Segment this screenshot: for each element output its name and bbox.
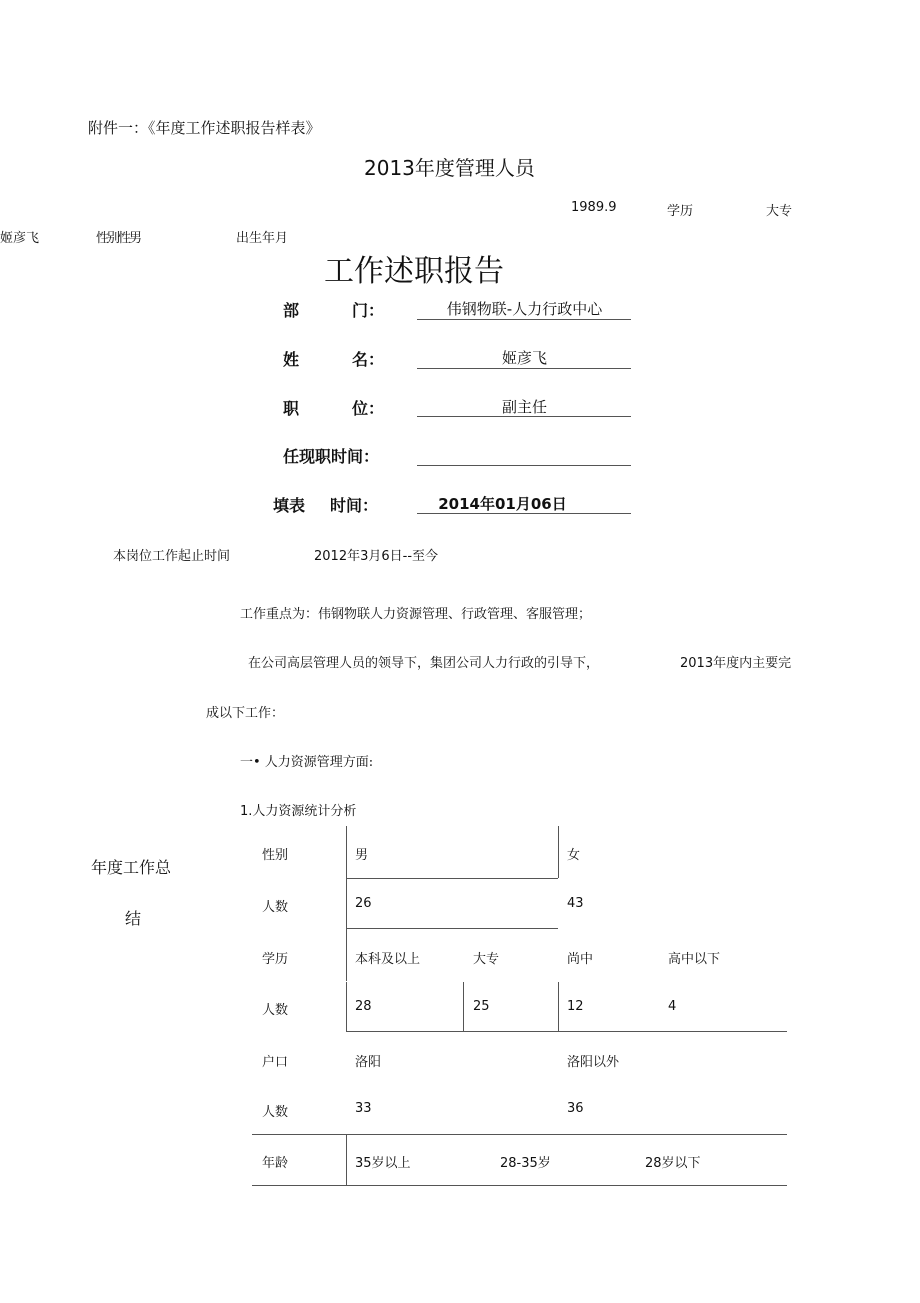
education-value: 大专 [766, 204, 793, 219]
row-label: 人数 [262, 900, 289, 915]
field-value: 副主任 [501, 398, 547, 416]
cell-female-count: 43 [567, 896, 584, 911]
cell-edu-count-3: 12 [567, 999, 584, 1014]
field-underline [417, 416, 631, 417]
field-underline [417, 368, 631, 369]
row-label: 户口 [262, 1055, 289, 1070]
field-label-b: 位： [352, 399, 385, 418]
table-hline [346, 878, 558, 879]
cell-hukou-count-2: 36 [567, 1101, 584, 1116]
cell-age-2: 28-35岁 [500, 1156, 551, 1171]
report-title: 工作述职报告 [324, 254, 504, 289]
cell-age-1: 35岁以上 [355, 1156, 411, 1171]
field-underline [417, 319, 631, 320]
birth-date-label: 出生年月 [236, 231, 289, 246]
table-vline-col1-bottom [346, 1134, 347, 1185]
doc-title: 2013年度管理人员 [364, 156, 535, 180]
field-value: 2014年01月06日 [438, 495, 567, 513]
field-label-a: 任现职时间： [283, 447, 380, 466]
field-label-b: 时间： [330, 496, 379, 515]
field-label-a: 姓 [283, 350, 300, 369]
birth-date-value: 1989.9 [571, 200, 617, 215]
cell-edu-count-1: 28 [355, 999, 372, 1014]
cell-edu-count-2: 25 [473, 999, 490, 1014]
sub-hr-statistics: 1.人力资源统计分析 [240, 804, 357, 819]
cell-male: 男 [355, 848, 369, 863]
gender-label-overlap: 性别性男 [96, 231, 141, 246]
cell-male-count: 26 [355, 896, 372, 911]
table-vline-col2-mid [463, 982, 464, 1032]
body-line3: 成以下工作： [206, 706, 285, 721]
table-vline-col3-mid [558, 982, 559, 1032]
field-label-a: 部 [283, 301, 300, 320]
cell-hukou-count-1: 33 [355, 1101, 372, 1116]
cell-edu-count-4: 4 [668, 999, 677, 1014]
cell-hukou-1: 洛阳 [355, 1055, 382, 1070]
table-vline-col3-top [558, 826, 559, 878]
field-label-a: 填表 [273, 496, 306, 515]
cell-age-3: 28岁以下 [645, 1156, 701, 1171]
cell-female: 女 [567, 848, 581, 863]
cell-edu-3: 尚中 [567, 952, 594, 967]
field-underline [417, 513, 631, 514]
field-underline [417, 465, 631, 466]
table-hline [346, 1031, 787, 1032]
side-label-line2: 结 [125, 909, 142, 928]
field-value: 伟钢物联-人力行政中心 [446, 300, 603, 318]
table-hline [346, 928, 558, 929]
section-hr-management: 一• 人力资源管理方面: [240, 755, 374, 770]
row-label: 人数 [262, 1003, 289, 1018]
field-label-b: 名： [352, 350, 385, 369]
cell-edu-2: 大专 [473, 952, 500, 967]
name-value-header: 姬彦飞 [0, 231, 40, 246]
row-label: 学历 [262, 952, 289, 967]
field-value: 姬彦飞 [501, 349, 547, 367]
row-label: 人数 [262, 1105, 289, 1120]
field-label-a: 职 [283, 399, 300, 418]
cell-edu-1: 本科及以上 [355, 952, 421, 967]
cell-edu-4: 高中以下 [668, 952, 721, 967]
post-period-value: 2012年3月6日--至今 [314, 549, 439, 564]
post-period-label: 本岗位工作起止时间 [113, 549, 231, 564]
attachment-title: 附件一：《年度工作述职报告样表》 [88, 119, 321, 137]
body-line2a: 在公司高层管理人员的领导下，集团公司人力行政的引导下， [248, 656, 600, 671]
table-vline-col1-top [346, 826, 347, 981]
table-hline [252, 1134, 787, 1135]
cell-hukou-2: 洛阳以外 [567, 1055, 620, 1070]
side-label-line1: 年度工作总 [91, 858, 172, 877]
body-line2b: 2013年度内主要完 [680, 656, 792, 671]
row-label: 性别 [262, 848, 289, 863]
table-vline-col1-mid [346, 982, 347, 1032]
education-label: 学历 [667, 204, 694, 219]
table-hline [252, 1185, 787, 1186]
row-label: 年龄 [262, 1156, 289, 1171]
field-label-b: 门： [352, 301, 385, 320]
work-focus: 工作重点为：伟钢物联人力资源管理、行政管理、客服管理； [240, 607, 592, 622]
